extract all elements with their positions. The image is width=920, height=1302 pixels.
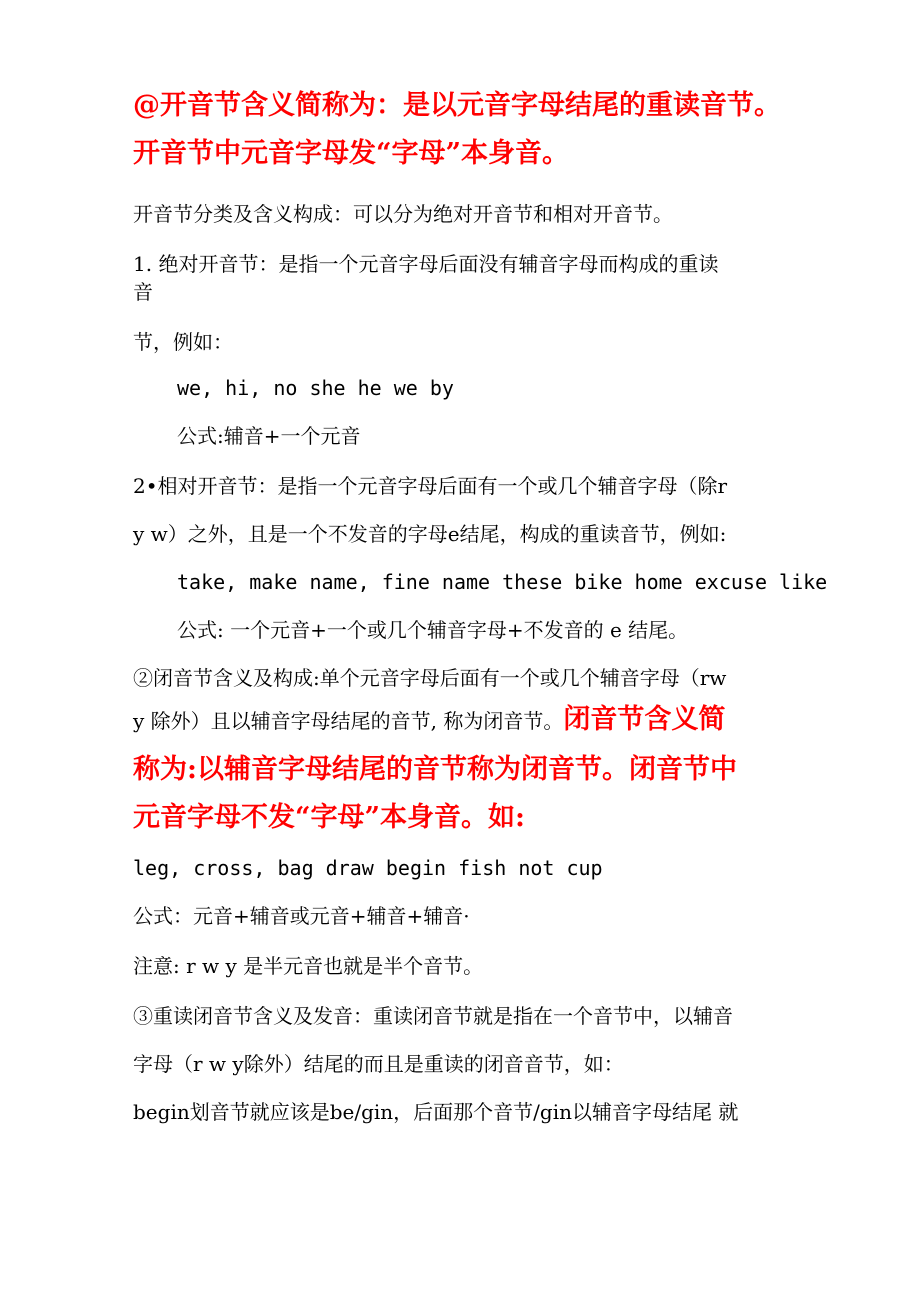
heading-line-2: 开音节中元音字母发“字母”本身音。 — [133, 138, 570, 169]
stressed-closed-syllable-line-1: ③重读闭音节含义及发音：重读闭音节就是指在一个音节中，以辅音 — [133, 1004, 733, 1028]
closed-syllable-line-4: 元音字母不发“字母”本身音。如: — [133, 802, 526, 833]
absolute-formula: 公式:辅音+一个元音 — [177, 424, 361, 448]
closed-examples: leg, cross, bag draw begin fish not cup — [133, 856, 603, 880]
closed-formula: 公式：元音+辅音或元音+辅音+辅音· — [133, 904, 470, 928]
relative-examples: take, make name, fine name these bike home excuse like — [177, 570, 828, 594]
absolute-open-syllable-line-1: 1. 绝对开音节：是指一个元音字母后面没有辅音字母而构成的重读 — [133, 252, 719, 276]
absolute-examples: we, hi, no she he we by — [177, 376, 454, 400]
closed-syllable-line-2 — [133, 706, 725, 735]
note-line: 注意: r w y 是半元音也就是半个音节。 — [133, 954, 484, 978]
absolute-open-syllable-line-3: 节，例如： — [133, 330, 233, 354]
heading-line-1: @开音节含义简称为：是以元音字母结尾的重读音节。 — [133, 90, 781, 121]
closed-syllable-line-3: 称为:以辅音字母结尾的音节称为闭音节。闭音节中 — [133, 754, 737, 785]
stressed-closed-syllable-line-2: 字母（r w y除外）结尾的而且是重读的闭音音节，如： — [133, 1052, 624, 1076]
relative-formula: 公式: 一个元音+一个或几个辅音字母+不发音的 e 结尾。 — [177, 618, 689, 642]
intro-paragraph: 开音节分类及含义构成：可以分为绝对开音节和相对开音节。 — [133, 202, 673, 226]
absolute-open-syllable-line-2: 音 — [133, 280, 153, 304]
closed-syllable-red-text: 闭音节含义简 — [563, 704, 726, 735]
relative-open-syllable-line-1: 2•相对开音节：是指一个元音字母后面有一个或几个辅音字母（除r — [133, 474, 728, 498]
closed-syllable-plain-text: y 除外）且以辅音字母结尾的音节, 称为闭音节。 — [133, 709, 564, 733]
relative-open-syllable-line-2: y w）之外，且是一个不发音的字母e结尾，构成的重读音节，例如: — [133, 522, 727, 546]
stressed-closed-syllable-line-3: begin划音节就应该是be/gin，后面那个音节/gin以辅音字母结尾 就 — [133, 1100, 739, 1124]
closed-syllable-line-1: ②闭音节含义及构成:单个元音字母后面有一个或几个辅音字母（rw — [133, 666, 727, 690]
